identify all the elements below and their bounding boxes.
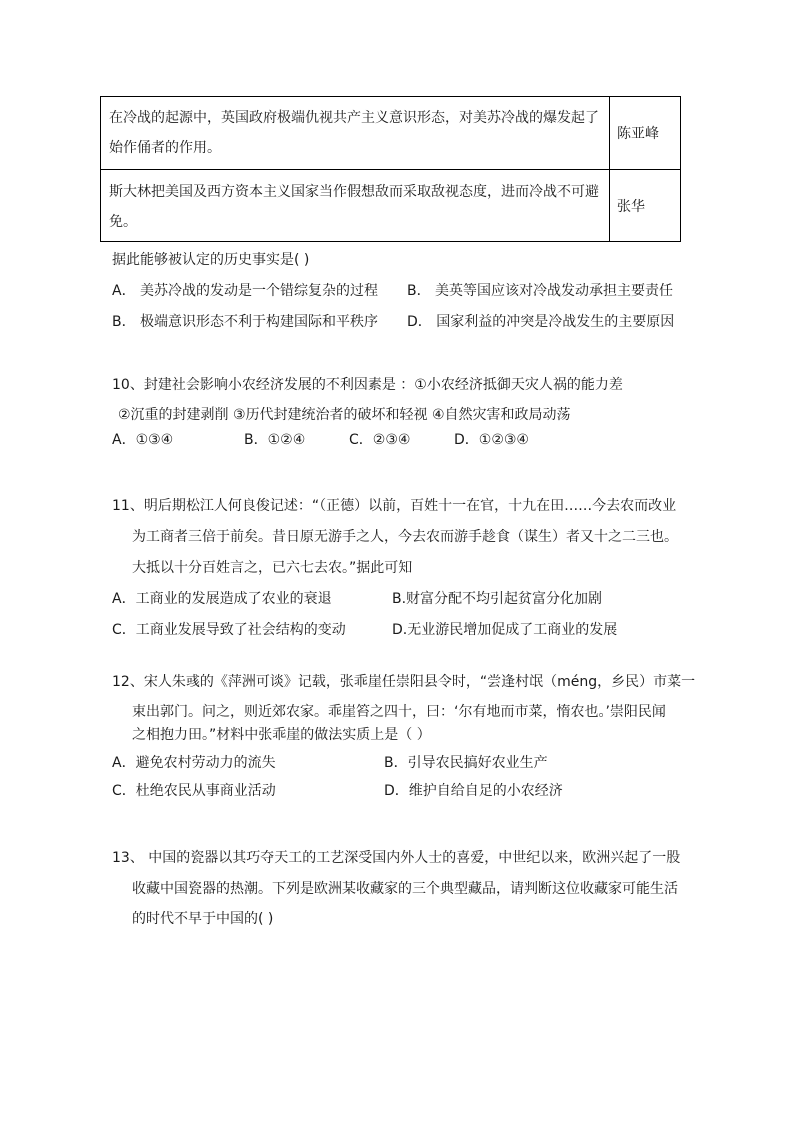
q10-option-d: D．①②③④: [454, 432, 529, 448]
table-column-divider: [609, 97, 610, 241]
table-row-1-author: 陈亚峰: [617, 126, 659, 142]
q11-option-a: A．工商业的发展造成了农业的衰退: [112, 591, 332, 607]
q10-stem: 10、封建社会影响小农经济发展的不利因素是 ：①小农经济抵御天灾人祸的能力差: [112, 377, 623, 393]
q11-line-2: 为工商者三倍于前矣。昔日原无游手之人，今去农而游手趁食（谋生）者又十之二三也。: [132, 529, 678, 545]
q9-option-c: B． 极端意识形态不利于构建国际和平秩序: [112, 314, 379, 330]
table-row-divider: [101, 169, 680, 170]
q13-line-1: 13、 中国的瓷器以其巧夺天工的工艺深受国内外人士的喜爱，中世纪以来，欧洲兴起了一股: [112, 850, 681, 866]
q10-option-b: B．①②④: [244, 432, 306, 448]
q9-stem: 据此能够被认定的历史事实是( ): [112, 252, 310, 268]
q11-line-1: 11、明后期松江人何良俊记述：“（正德）以前，百姓十一在官，十九在田……今去农而改业: [112, 498, 677, 514]
q12-line-1: 12、宋人朱彧的《萍洲可谈》记载，张乖崖任崇阳县令时，“尝逢村氓（méng，乡民）市菜一: [112, 674, 696, 690]
q12-option-a: A．避免农村劳动力的流失: [112, 755, 276, 771]
views-table: [100, 96, 681, 242]
q10-option-c: C．②③④: [349, 432, 411, 448]
q13-line-2: 收藏中国瓷器的热潮。下列是欧洲某收藏家的三个典型藏品，请判断这位收藏家可能生活: [132, 881, 678, 897]
q10-statements: ②沉重的封建剥削 ③历代封建统治者的破坏和轻视 ④自然灾害和政局动荡: [118, 407, 571, 423]
q12-option-b: B．引导农民搞好农业生产: [384, 755, 548, 771]
q11-option-b: B.财富分配不均引起贫富分化加剧: [392, 591, 603, 607]
q12-line-2: 束出郭门。问之，则近郊农家。乖崖笞之四十，曰：‘尔有地而市菜，惰农也。’崇阳民闻: [132, 704, 666, 720]
q9-option-a: A． 美苏冷战的发动是一个错综复杂的过程: [112, 283, 379, 299]
q11-line-3: 大抵以十分百姓言之，已六七去农。”据此可知: [132, 560, 413, 576]
q11-option-d: D.无业游民增加促成了工商业的发展: [392, 622, 618, 638]
q11-option-c: C．工商业发展导致了社会结构的变动: [112, 622, 346, 638]
q12-option-d: D．维护自给自足的小农经济: [384, 783, 563, 799]
q13-line-3: 的时代不早于中国的( ): [132, 911, 274, 927]
table-row-2-view: 斯大林把美国及西方资本主义国家当作假想敌而采取敌视态度，进而冷战不可避免。: [109, 184, 599, 230]
q9-option-b: B． 美英等国应该对冷战发动承担主要责任: [407, 283, 674, 299]
table-row-2-author: 张华: [617, 199, 645, 215]
q12-option-c: C．杜绝农民从事商业活动: [112, 783, 276, 799]
q9-option-d: D． 国家利益的冲突是冷战发生的主要原因: [407, 314, 675, 330]
q12-line-3: 之相抱力田。”材料中张乖崖的做法实质上是（ ）: [132, 727, 431, 743]
table-row-1-view: 在冷战的起源中，英国政府极端仇视共产主义意识形态，对美苏冷战的爆发起了始作俑者的作用。: [109, 110, 599, 156]
q10-option-a: A．①③④: [112, 432, 174, 448]
